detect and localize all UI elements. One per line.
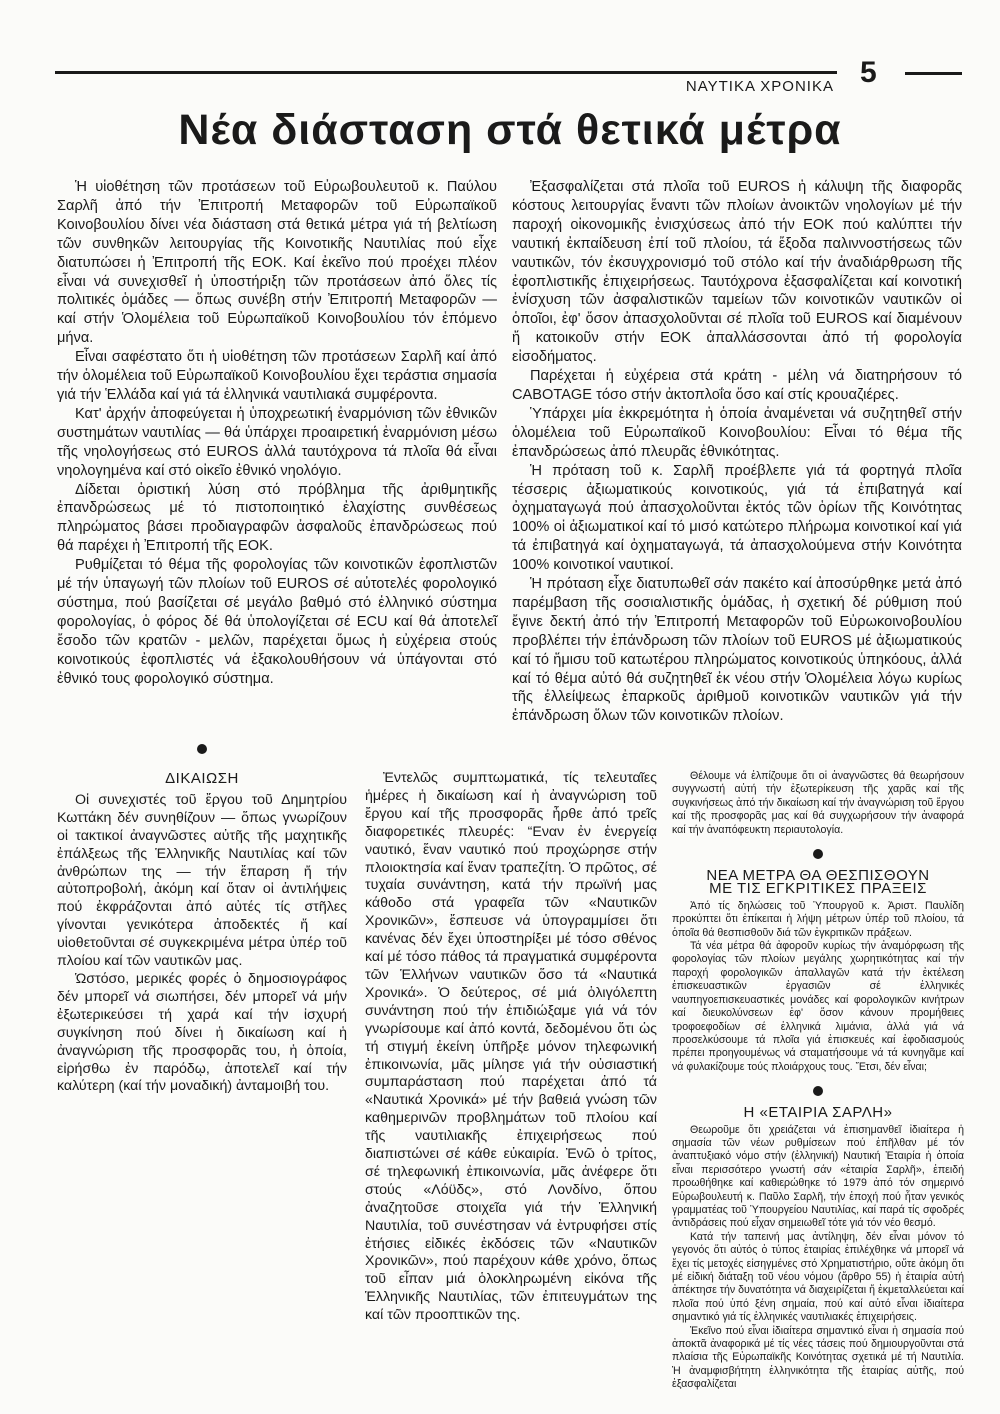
- section-bullet: [813, 1086, 823, 1096]
- section-paragraph: Θέλουμε νά ἐλπίζουμε ὅτι οἱ ἀναγνῶστες θά θεωρήσουν συγγνωστή αὐτή τήν ἐξωτερίκευση τῆς χαρᾶς καί τῆς συγκινήσεως ἀπό τήν δικαίωση καί τήν ἀναγνώριση τοῦ ἔργου καί τῆς προσφορᾶς μας καί θά συγχωρήσουν τήν ἀναφορά καί τήν ἀναπόφευκτη περιαυτολογία.: [672, 770, 964, 836]
- lower-column-1: [57, 770, 347, 1096]
- article-paragraph: Ἡ πρόταση τοῦ κ. Σαρλῆ προέβλεπε γιά τά φορτηγά πλοῖα τέσσερις ἀξιωματικούς κοινοτικούς, γιά τά ἐπιβατηγά καί ὀχηματαγωγά πού ἀπασχολοῦνται ἐκτός τῶν ὁρίων τῆς Κοινότητας 100% οἱ ἀξιωματικοί καί τό μισό κατώτερο πλήρωμα κοινοτικοί καί γιά τά ἐπιβατηγά καί ὀχηματαγωγά, τά ἀπασχολούμενα στήν Κοινότητα 100% κοινοτικοί ναυτικοί.: [512, 462, 962, 574]
- article-paragraph: Εἶναι σαφέστατο ὅτι ἡ υἱοθέτηση τῶν προτάσεων Σαρλῆ καί ἀπό τήν ὁλομέλεια τοῦ Εὐρωπαϊκοῦ Κοινοβουλίου ἔχει τεράστια σημασία γιά τήν Ἑλλάδα καί γιά τά ἑλληνικά ναυτιλιακά συμφέροντα.: [57, 349, 497, 403]
- masthead-rule-left: [55, 71, 837, 74]
- lower-column-2: [365, 770, 657, 1325]
- article-paragraph: Ἡ υἱοθέτηση τῶν προτάσεων τοῦ Εὐρωβουλευτοῦ κ. Παύλου Σαρλῆ ἀπό τήν Ἐπιτροπή Μεταφορῶν τοῦ Εὐρωπαϊκοῦ Κοινοβουλίου δίνει νέα διάσταση στά θετικά μέτρα γιά τή βελτίωση τῶν συνθηκῶν λειτουργίας τῆς Κοινοτικῆς Ναυτιλίας πού εἶχε διατυπώσει ἡ Ἐπιτροπή τῆς ΕΟΚ. Καί ἐκεῖνο πού προέχει πλέον εἶναι νά συνεχισθεῖ ἡ ὑποστήριξη τῶν προτάσεων ἀπό ὅλες τίς πολιτικές ὁμάδες — ὅπως συνέβη στήν Ἐπιτροπή Μεταφορῶν — καί στήν Ὁλομέλεια τοῦ Εὐρωπαϊκοῦ Κοινοβουλίου τόν ἑπόμενο μήνα.: [57, 179, 497, 347]
- section-bullet: [813, 849, 823, 859]
- section-title-nea-metra-line1: ΝΕΑ ΜΕΤΡΑ ΘΑ ΘΕΣΠΙΣΘΟΥΝ: [706, 867, 930, 885]
- article-paragraph: Ἐξασφαλίζεται στά πλοῖα τοῦ EUROS ἡ κάλυψη τῆς διαφορᾶς κόστους λειτουργίας ἔναντι τῶν πλοίων ἀνοικτῶν νηολογίων μέ τήν παροχή οἰκονομικῆς ἐνισχύσεως ἀπό τήν ΕΟΚ πού καλύπτει τήν ναυτική ἐκπαίδευση ἐπί τοῦ πλοίου, τά ἔξοδα παλιννοστήσεως τῶν ναυτικῶν, τόν ἐκσυγχρονισμό τοῦ στόλο καί τήν ἀναδιάρθρωση τῆς ἐφοπλιστικῆς ἐπιχειρήσεως. Ταυτόχρονα ἐξασφαλίζεται καί κοινοτική ἐνίσχυση τῶν ἀσφαλιστικῶν ταμείων τῶν κοινοτικῶν ναυτικῶν οἱ ὁποῖοι, ἐφ' ὅσον ἀπασχολοῦνται σέ πλοῖα τοῦ EUROS καί διαμένουν ἤ κατοικοῦν στήν ΕΟΚ ἀπαλλάσσονται ἀπό τή φορολογία εἰσοδήματος.: [512, 179, 962, 366]
- article-paragraph: Ρυθμίζεται τό θέμα τῆς φορολογίας τῶν κοινοτικῶν ἐφοπλιστῶν μέ τήν ὑπαγωγή τῶν πλοίων τοῦ EUROS σέ αὐτοτελές φορολογικό σύστημα, πού βασίζεται σέ μεγάλο βαθμό στό ἑλληνικό σύστημα φορολογίας, ὁ φόρος δέ θά ὑπολογίζεται σέ ECU καί θά ἀποτελεῖ ἔσοδο τῶν κρατῶν - μελῶν, παρέχεται ὅμως ἡ εὐχέρεια στούς κοινοτικούς ἐφοπλιστές νά ἐξακολουθήσουν νά ὑπάγονται στό ἐθνικό τους φορολογικό σύστημα.: [57, 557, 497, 687]
- section-title-etairia: Η «ΕΤΑΙΡΙΑ ΣΑΡΛΗ»: [743, 1104, 893, 1122]
- article-paragraph: Δίδεται ὁριστική λύση στό πρόβλημα τῆς ἀριθμητικῆς ἐπανδρώσεως μέ τό πιστοποιητικό ἐλαχίστης συνθέσεως πληρώματος βάσει προδιαγραφῶν ἀσφαλοῦς ἐπανδρώσεως πού θά παρέχει ἡ Ἐπιτροπή τῆς ΕΟΚ.: [57, 481, 497, 555]
- section-paragraph: Τά νέα μέτρα θά ἀφοροῦν κυρίως τήν ἀναμόρφωση τῆς φορολογίας τῶν πλοίων μεγάλης χωρητικότητας καί τήν παροχή φορολογικῶν ἀπαλλαγῶν κατά τήν ἐκτέλεση ἐπισκευαστικῶν ἐργασιῶν σέ ἑλληνικές ναυπηγοεπισκευαστικές μονάδες καί φορολογικῶν κινήτρων καί διευκολύνσεων ἐφ' ὅσον κάνουν προμήθειες τροφοεφοδίων σέ ἑλληνικά λιμάνια, ἀλλά γιά νά προσελκύσουμε τά πλοῖα γιά ἐπισκευές καί ἐφοδιασμούς πρέπει προηγουμένως νά σταματήσουμε νά τά κυνηγᾶμε καί νά φυλακίζουμε τούς πλοιάρχους τους. Ἔτσι, δέν εἶναι;: [672, 940, 964, 1073]
- main-article-column-1: [57, 178, 497, 688]
- section-paragraph: Ἐκεῖνο πού εἶναι ἰδιαίτερα σημαντικό εἶναι ἡ σημασία πού ἀποκτᾶ ἀναφορικά μέ τίς νέες τάσεις πού δημιουργοῦνται στά πλαίσια τῆς Εὐρωπαϊκῆς Κοινότητας σχετικά μέ τή Ναυτιλία. Ἡ ἀναμφισβήτητη ἑλληνικότητα τῆς ἑταιρίας αὐτῆς, πού ἐξασφαλίζεται: [672, 1324, 964, 1391]
- article-paragraph: Ἡ πρόταση εἶχε διατυπωθεῖ σάν πακέτο καί ἀποσύρθηκε μετά ἀπό παρέμβαση τῆς σοσιαλιστικῆς ὁμάδας, ἡ σχετική δέ ρύθμιση πού ἔγινε δεκτή ἀπό τήν Ἐπιτροπή Μεταφορῶν τοῦ Εὐρωκοινοβουλίου προβλέπει τήν ἐπάνδρωση τῶν πλοίων τοῦ EUROS μέ ἀξιωματικούς καί τό ἥμισυ τοῦ κατωτέρου πληρώματος κοινοτικούς ὑπηκόους, ἀλλά καί τό θέμα αὐτό θά συζητηθεῖ ἐκ νέου στήν Ὁλομέλεια λόγω κυρίως τῆς ἐλλείψεως ἐπαρκοῦς ἀριθμοῦ κοινοτικῶν ναυτικῶν γιά τήν ἐπάνδρωση ὅλων τῶν κοινοτικῶν πλοίων.: [512, 576, 962, 725]
- section-title-dikaiosi: ΔΙΚΑΙΩΣΗ: [165, 770, 239, 787]
- section-title-nea-metra-line2: ΜΕ ΤΙΣ ΕΓΚΡΙΤΙΚΕΣ ΠΡΑΞΕΙΣ: [709, 880, 927, 898]
- section-paragraph: Ἐντελῶς συμπτωματικά, τίς τελευταῖες ἡμέρες ἡ δικαίωση καί ἡ ἀναγνώριση τοῦ ἔργου καί τῆς προσφορᾶς ἦρθε ἀπό τρεῖς διαφορετικές πλευρές: “Εναν ἐν ἐνεργείᾳ ναυτικό, ἕναν ναυτικό πού προχώρησε στήν πλοιοκτησία καί ἕναν τραπεζίτη. Ὁ πρῶτος, σέ τυχαία συνάντηση, κατά τήν πρωϊνή μας κάθοδο στά γραφεῖα τῶν «Ναυτικῶν Χρονικῶν», ἔσπευσε νά ὑπογραμμίσει ὅτι κανένας δέν ἔχει ὑποστηρίξει μέ τόσο σθένος καί μέ τόσο πάθος τά πραγματικά συμφέροντα τῶν Ἑλλήνων ναυτικῶν ὅσο τά «Ναυτικά Χρονικά». Ὁ δεύτερος, σέ μιά ὁλιγόλεπτη συνάντηση πού τήν ἐπιδιώξαμε γιά νά τόν γνωρίσουμε καί ἀπό κοντά, δεδομένου ὅτι ὡς τή στιγμή ἐκείνη ὑπῆρξε μόνον τηλεφωνική ἐπικοινωνία, μᾶς μίλησε γιά τήν οὐσιαστική συμπαράσταση πού παρέχεται ἀπό τά «Ναυτικά Χρονικά» μέ τήν βαθειά γνώση τῶν καθημερινῶν προβλημάτων τοῦ πλοίου καί τῆς ναυτιλιακῆς ἐπιχειρήσεως πού διαπιστώνει σέ κάθε εὐκαιρία. Ἐνῶ ὁ τρίτος, σέ τηλεφωνική ἐπικοινωνία, μᾶς ἀνέφερε ὅτι στούς «Λόϋδς», στό Λονδίνο, ὅπου ἀναζητοῦσε στοιχεῖα γιά τήν Ἑλληνική Ναυτιλία, τοῦ συνέστησαν νά ἐντρυφήσει στίς ἐτήσιες εἰδικές ἐκδόσεις τῶν «Ναυτικῶν Χρονικῶν», πού παρέχουν κάθε χρόνο, ὅπως τοῦ εἶπαν μιά ὁλοκληρωμένη εἰκόνα τῆς Ἑλληνικῆς Ναυτιλίας, τῶν ἐπιτευγμάτων της καί τῶν προοπτικῶν της.: [365, 770, 657, 1324]
- section-bullet: [197, 744, 207, 754]
- article-paragraph: Ὑπάρχει μία ἐκκρεμότητα ἡ ὁποία ἀναμένεται νά συζητηθεῖ στήν ὁλομέλεια τοῦ Εὐρωπαϊκοῦ Κοινοβουλίου: Εἶναι τό θέμα τῆς ἐπανδρώσεως ἀπό πλευρᾶς ἐθνικότητας.: [512, 405, 962, 460]
- page-number: 5: [860, 56, 877, 89]
- headline: Νέα διάσταση στά θετικά μέτρα: [178, 106, 842, 154]
- lower-column-3: [672, 770, 964, 1392]
- section-paragraph: Οἱ συνεχιστές τοῦ ἔργου τοῦ Δημητρίου Κωττάκη δέν συνηθίζουν — ὅπως γνωρίζουν οἱ τακτικοί ἀναγνῶστες αὐτῆς τῆς μαχητικῆς ἐπάλξεως τῆς Ἑλληνικῆς Ναυτιλίας καί τῶν ἀνθρώπων της — τήν ἔπαρση ἤ τήν αὐτοπροβολή, ἀκόμη καί ὅταν οἱ ἀντιλήψεις πού ἐκφράζονται ἀπό αὐτές τίς στῆλες γίνονται γενικότερα ἀποδεκτές ἤ καί υἱοθετοῦνται σέ συγκεκριμένα μέτρα ὑπέρ τοῦ πλοίου καί τῶν ναυτικῶν μας.: [57, 791, 347, 970]
- section-paragraph: Ἀπό τίς δηλώσεις τοῦ Ὑπουργοῦ κ. Ἀριστ. Παυλίδη προκύπτει ὅτι ἐπίκειται ἡ λήψη μέτρων ὑπέρ τοῦ πλοίου, τά ὁποῖα θά θεσπισθοῦν διά τῶν ἐγκριτικῶν πράξεων.: [672, 899, 964, 939]
- running-head: ΝΑΥΤΙΚΑ ΧΡΟΝΙΚΑ: [685, 78, 834, 95]
- article-paragraph: Παρέχεται ἡ εὐχέρεια στά κράτη - μέλη νά διατηρήσουν τό CABOTAGE τόσο στήν ἀκτοπλοΐα ὅσο καί στίς κρουαζιέρες.: [512, 368, 962, 403]
- main-article-column-2: [512, 178, 962, 726]
- section-paragraph: Κατά τήν ταπεινή μας ἀντίληψη, δέν εἶναι μόνον τό γεγονός ὅτι αὐτός ὁ τύπος ἑταιρίας ἐπιλέχθηκε νά μπορεῖ νά ἔχει τίς μετοχές εἰσηγμένες στό Χρηματιστήριο, οὔτε ἀκόμη ὅτι μέ εἰδική διάταξη τοῦ νέου νόμου (ἄρθρο 55) ἡ ἑταιρία αὐτή ἀπέκτησε τήν δυνατότητα νά διαχειρίζεται ἤ ἐκμεταλλεύεται καί πλοῖα πού ὑπό ξένη σημαία, πού καί αὐτό εἶναι ἰδιαίτερα σημαντικό γιά τίς ἑλληνικές ναυτιλιακές ἐπιχειρήσεις.: [672, 1230, 964, 1324]
- section-paragraph: Θεωροῦμε ὅτι χρειάζεται νά ἐπισημανθεῖ ἰδιαίτερα ἡ σημασία τῶν νέων ρυθμίσεων πού ἐπῆλθαν μέ τόν ἀναπτυξιακό νόμο στήν (ἑλληνική) Ναυτική Ἑταιρία ἡ ὁποία εἶναι περισσότερο γνωστή σάν «ἑταιρία Σαρλῆ», ἐπειδή προωθήθηκε καί καθιερώθηκε τό 1979 ἀπό τόν σημερινό Εὐρωβουλευτή κ. Παῦλο Σαρλῆ, τήν ἐποχή πού ἦταν γενικός γραμματέας τοῦ Ὑπουργείου Ναυτιλίας, καί παρά τίς σφοδρές ἀντιδράσεις πού εἶχαν σημειωθεῖ τότε γιά τόν νέο θεσμό.: [672, 1123, 964, 1230]
- masthead-rule-right: [905, 72, 962, 75]
- article-paragraph: Κατ' ἀρχήν ἀποφεύγεται ἡ ὑποχρεωτική ἐναρμόνιση τῶν ἐθνικῶν συστημάτων ναυτιλίας — θά ὑπάρχει προαιρετική ἐναρμόνιση μέσω τῆς νηολογήσεως στό EUROS ἀλλά ταυτόχρονα τά πλοῖα θά εἶναι νηολογημένα καί στό οἰκεῖο ἐθνικό νηολόγιο.: [57, 405, 497, 479]
- section-paragraph: Ὡστόσο, μερικές φορές ὁ δημοσιογράφος δέν μπορεῖ νά σιωπήσει, δέν μπορεῖ νά μήν ἐξωτερικεύσει τή χαρά καί τήν ἰσχυρή συγκίνηση πού δίνει ἡ δικαίωση καί ἡ ἀναγνώριση τῆς προσφορᾶς του, ἡ ὁποία, εἰρήσθω ἐν παρόδῳ, ἀποτελεῖ καί τήν καλύτερη (καί τήν μοναδική) ἀνταμοιβή του.: [57, 970, 347, 1095]
